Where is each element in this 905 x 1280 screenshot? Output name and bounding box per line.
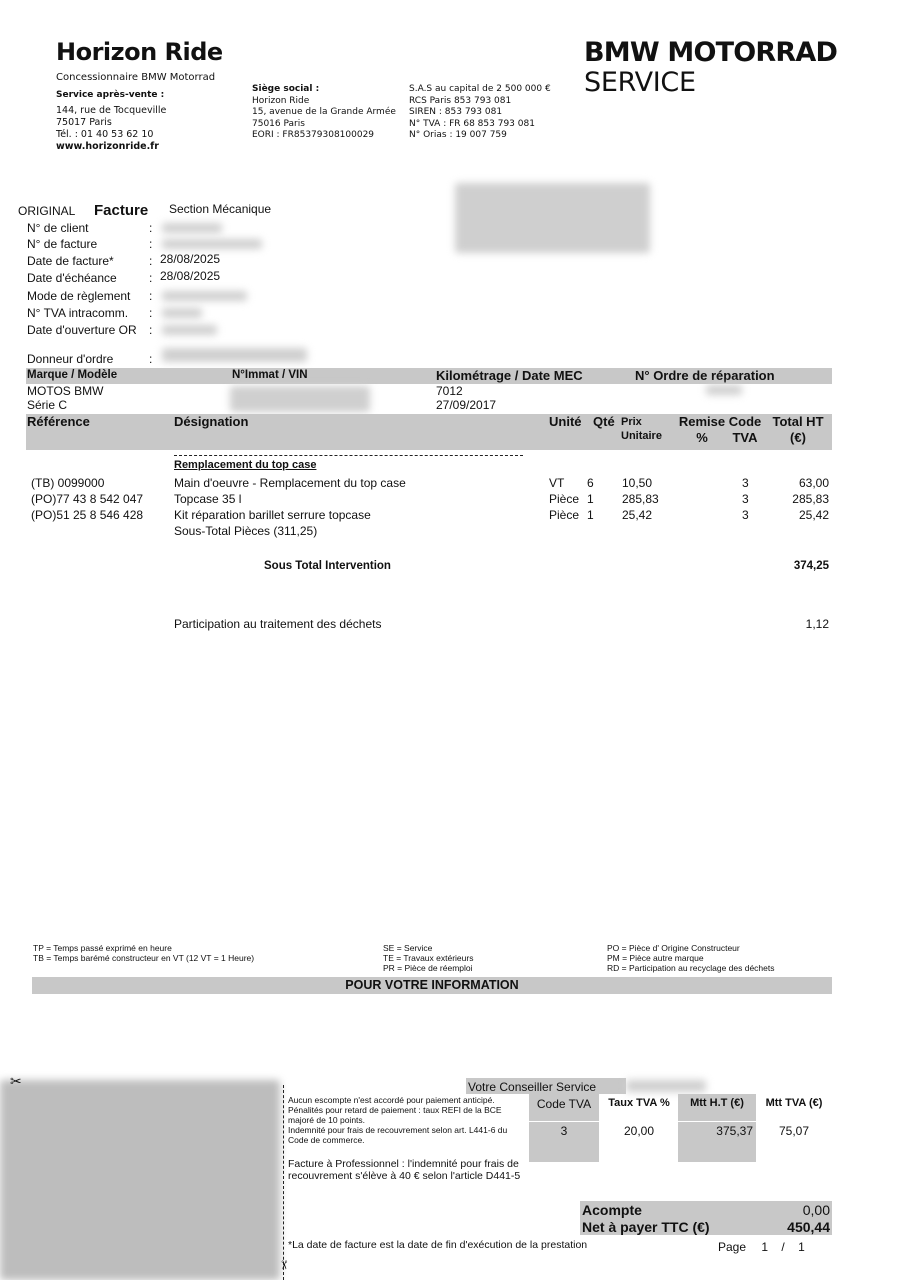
col-brand-model: Marque / Modèle	[27, 369, 118, 381]
vat-header-code: Code TVA	[536, 1097, 592, 1111]
legend-col2: SE = Service TE = Travaux extérieurs PR = Pièce de réemploi	[383, 943, 474, 973]
vat-amount-ht: 375,37	[716, 1124, 753, 1138]
col-discount: Remise %	[678, 414, 726, 445]
page-indicator: Page 1 / 1	[718, 1240, 805, 1254]
invoice-title: Facture	[94, 202, 149, 219]
vehicle-mileage: 7012 27/09/2017	[436, 384, 497, 412]
redacted-customer-address	[455, 183, 650, 253]
waste-value: 1,12	[805, 617, 829, 631]
original-label: ORIGINAL	[18, 204, 76, 218]
dealer-address: 144, rue de Tocqueville 75017 Paris Tél. : 01 40 53 62 10 www.horizonride.fr	[56, 105, 167, 152]
col-mileage: Kilométrage / Date MEC	[436, 368, 583, 383]
col-plate-vin: N°Immat / VIN	[232, 369, 308, 381]
acompte-value: 0,00	[802, 1202, 830, 1218]
col-reference: Référence	[27, 414, 90, 429]
col-vat-code: Code TVA	[728, 414, 762, 445]
net-label: Net à payer TTC (€)	[582, 1219, 710, 1235]
redacted-advisor	[626, 1080, 706, 1092]
redacted-order	[706, 385, 742, 395]
col-repair-order: N° Ordre de réparation	[635, 368, 775, 383]
col-unit: Unité	[549, 414, 582, 429]
vat-header-ht: Mtt H.T (€)	[690, 1097, 744, 1109]
pro-note: Facture à Professionnel : l'indemnité pour frais de recouvrement s'élève à 40 € selon l'article D441-5	[288, 1158, 521, 1182]
section-divider	[174, 455, 523, 456]
waste-label: Participation au traitement des déchets	[174, 617, 382, 631]
legend-col1: TP = Temps passé exprimé en heure TB = Temps barémé constructeur en VT (12 VT = 1 Heure)	[33, 943, 255, 963]
service-label: Service après-vente :	[56, 90, 165, 100]
redacted-vin	[230, 386, 370, 412]
net-value: 450,44	[787, 1219, 830, 1235]
payment-terms: Aucun escompte n'est accordé pour paiement anticipé. Pénalités pour retard de paiement : taux REFI de la BCE majoré de 10 points. Indemnité pour frais de recouvrement selon art. L441-6 du Code de commerce.	[288, 1095, 508, 1145]
scissors-icon: ✂	[10, 1073, 22, 1089]
legend-col3: PO = Pièce d' Origine Constructeur PM = Pièce autre marque RD = Participation au recyclage des déchets	[607, 943, 775, 973]
advisor-label: Votre Conseiller Service	[468, 1080, 597, 1094]
legal-info: S.A.S au capital de 2 500 000 € RCS Paris 853 793 081 SIREN : 853 793 081 N° TVA : FR 68 853 793 081 N° Orias : 19 007 759	[409, 84, 551, 140]
col-qty: Qté	[593, 414, 615, 429]
col-designation: Désignation	[174, 414, 249, 429]
cut-line	[283, 1085, 284, 1280]
info-banner: POUR VOTRE INFORMATION	[32, 977, 832, 994]
dealer-subtitle: Concessionnaire BMW Motorrad	[56, 72, 216, 83]
brand-logo-line2: SERVICE	[584, 67, 696, 98]
scissors-icon: ✂	[277, 1259, 292, 1271]
invoice-date: 28/08/2025	[160, 252, 221, 266]
vat-header-rate: Taux TVA %	[608, 1097, 670, 1109]
invoice-section: Section Mécanique	[169, 202, 272, 216]
subtotal-value: 374,25	[793, 560, 829, 572]
col-unit-price: Prix Unitaire	[621, 416, 662, 442]
due-date: 28/08/2025	[160, 269, 221, 283]
subtotal-parts: Sous-Total Pièces (311,25)	[174, 524, 318, 538]
vat-rate: 20,00	[623, 1124, 655, 1138]
headquarters: Siège social : Horizon Ride 15, avenue de la Grande Armée 75016 Paris EORI : FR85379308100029	[252, 84, 396, 140]
dealer-name: Horizon Ride	[56, 38, 223, 66]
vat-amount-tva: 75,07	[778, 1124, 810, 1138]
vat-code: 3	[560, 1124, 568, 1138]
brand-logo-line1: BMW MOTORRAD	[584, 37, 838, 68]
dealer-phone: Tél. : 01 40 53 62 10	[56, 129, 154, 140]
vehicle-model: MOTOS BMW Série C	[27, 384, 104, 412]
dealer-website[interactable]: www.horizonride.fr	[56, 141, 159, 152]
col-total-ht: Total HT (€)	[772, 414, 824, 445]
subtotal-label: Sous Total Intervention	[264, 560, 391, 572]
acompte-label: Acompte	[582, 1202, 642, 1218]
redacted-payment-slip	[0, 1080, 280, 1280]
date-note: *La date de facture est la date de fin d'exécution de la prestation	[288, 1239, 588, 1251]
section-title: Remplacement du top case	[174, 459, 317, 471]
vat-header-tva: Mtt TVA (€)	[765, 1097, 823, 1109]
